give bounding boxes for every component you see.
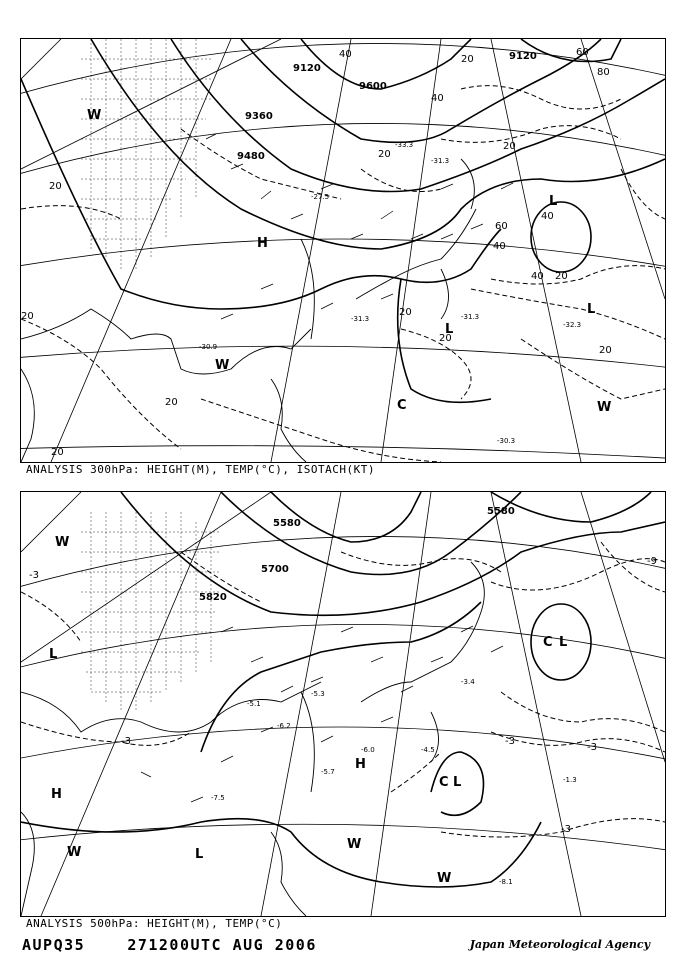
valid-time: 271200UTC AUG 2006 <box>127 936 317 954</box>
isotach-label: 20 <box>439 333 452 344</box>
warm-center: W <box>67 845 82 860</box>
isotherm-contours <box>21 542 665 837</box>
height-label: 9600 <box>359 81 387 92</box>
height-label: 9120 <box>293 63 321 74</box>
temp-label: -31.3 <box>351 315 370 323</box>
isotach-label: 80 <box>597 67 610 78</box>
isotach-label: 60 <box>495 221 508 232</box>
temp-label: -6.2 <box>277 722 291 730</box>
isotach-label: 20 <box>599 345 612 356</box>
isotach-label: 20 <box>503 141 516 152</box>
temp-label: -5.7 <box>321 768 335 776</box>
agency-name: Japan Meteorological Agency <box>469 938 650 951</box>
cold-center: C <box>543 635 553 650</box>
warm-center: W <box>215 358 230 373</box>
temp-label: -30.3 <box>497 437 516 445</box>
low-center: L <box>195 847 204 862</box>
isotach-label: 40 <box>541 211 554 222</box>
isotach-label: 40 <box>493 241 506 252</box>
isotherm-label: -3 <box>29 570 39 581</box>
product-code: AUPQ35 <box>22 936 86 954</box>
temp-label: -6.0 <box>361 746 375 754</box>
temp-label: -8.1 <box>499 878 513 886</box>
isotherm-label: -3 <box>561 824 571 835</box>
high-center: H <box>355 757 366 772</box>
warm-center: W <box>597 400 612 415</box>
warm-center: W <box>347 837 362 852</box>
low-center: L <box>587 302 596 317</box>
low-center: L <box>559 635 568 650</box>
isotach-label: 40 <box>431 93 444 104</box>
temp-label: -32.3 <box>563 321 582 329</box>
temp-label: -27.5 <box>311 193 330 201</box>
height-contours <box>21 39 665 402</box>
isotach-contours <box>21 86 665 462</box>
low-center: L <box>453 775 462 790</box>
temp-label: -33.3 <box>395 141 414 149</box>
warm-center: W <box>87 108 102 123</box>
caption-500hpa: ANALYSIS 500hPa: HEIGHT(M), TEMP(°C) <box>26 917 283 930</box>
temp-label: -5.3 <box>311 690 325 698</box>
isotach-label: 20 <box>49 181 62 192</box>
warm-center: W <box>55 535 70 550</box>
temp-label: -30.9 <box>199 343 218 351</box>
temp-label: -31.3 <box>461 313 480 321</box>
isotach-label: 20 <box>399 307 412 318</box>
map-300hpa <box>21 39 665 462</box>
isotach-label: 20 <box>51 447 64 458</box>
isotherm-label: -3 <box>505 736 515 747</box>
caption-300hpa: ANALYSIS 300hPa: HEIGHT(M), TEMP(°C), ISOTACH(KT) <box>26 463 376 476</box>
graticule <box>21 492 665 916</box>
temp-label: -31.3 <box>431 157 450 165</box>
isotach-label: 40 <box>339 49 352 60</box>
high-center: H <box>51 787 62 802</box>
graticule <box>21 39 665 462</box>
warm-center: W <box>437 871 452 886</box>
cold-center: C <box>397 398 407 413</box>
height-label: 9120 <box>509 51 537 62</box>
isotach-label: 20 <box>21 311 34 322</box>
temp-label: -3.4 <box>461 678 475 686</box>
height-label: 5700 <box>261 564 289 575</box>
isotach-label: 20 <box>555 271 568 282</box>
high-center: H <box>257 236 268 251</box>
height-label: 9480 <box>237 151 265 162</box>
chart-panel-500hpa <box>20 491 666 917</box>
temp-label: -4.5 <box>421 746 435 754</box>
low-center: L <box>445 322 454 337</box>
temp-label: -7.5 <box>211 794 225 802</box>
product-header <box>22 936 317 954</box>
isotach-label: 20 <box>378 149 391 160</box>
isotherm-label: -9 <box>647 556 657 567</box>
height-label: 5580 <box>273 518 301 529</box>
isotach-label: 20 <box>165 397 178 408</box>
height-label: 9360 <box>245 111 273 122</box>
map-500hpa <box>21 492 665 916</box>
temp-label: -5.1 <box>247 700 261 708</box>
isotherm-label: -3 <box>587 742 597 753</box>
isotach-label: 20 <box>461 54 474 65</box>
low-center: L <box>49 647 58 662</box>
height-label: 5580 <box>487 506 515 517</box>
height-label: 5820 <box>199 592 227 603</box>
chart-panel-300hpa <box>20 38 666 463</box>
cold-center: C <box>439 775 449 790</box>
isotherm-label: -3 <box>121 736 131 747</box>
isotach-label: 40 <box>531 271 544 282</box>
temp-label: -1.3 <box>563 776 577 784</box>
low-center: L <box>549 194 558 209</box>
isotach-label: 60 <box>576 47 589 58</box>
